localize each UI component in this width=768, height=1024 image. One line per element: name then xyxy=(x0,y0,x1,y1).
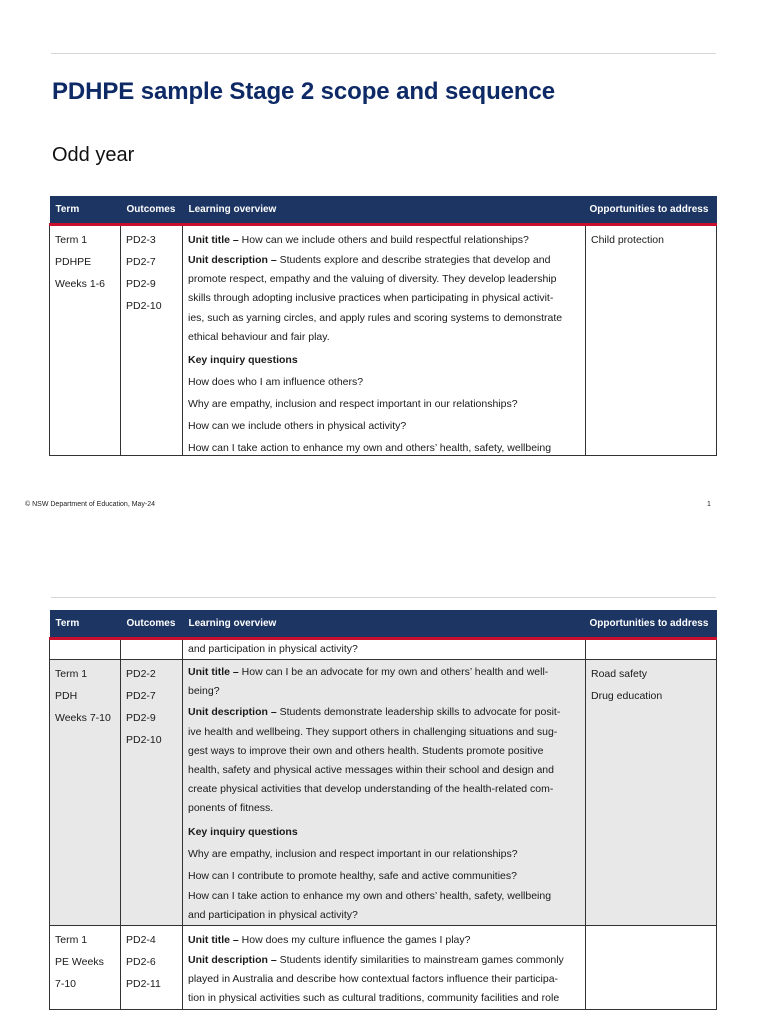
term-cell: Term 1 PDHPE Weeks 1-6 xyxy=(50,225,121,456)
page2-top-rule xyxy=(51,597,716,598)
opportunities-cell: Child protection xyxy=(586,225,717,456)
table-row xyxy=(50,225,717,456)
key-inquiry-heading: Key inquiry questions xyxy=(188,354,298,367)
page1-top-rule xyxy=(51,53,716,54)
header-opportunities: Opportunities to address xyxy=(586,610,717,639)
footer-copyright: © NSW Department of Education, May-24 xyxy=(25,501,156,508)
outcomes-cell: PD2-4 PD2-6 PD2-11 xyxy=(121,926,183,1010)
table-row xyxy=(50,926,717,1010)
learning-overview-cell: Unit title – How can we include others and build respectful relationships? Unit description – Students explore and describe strategies that develop and promote respect, empathy and the valuing of diversity. They develop leadership skills through adopting inclusive practices when participating in physical activit- ies, such as yarning circles, and apply rules and scoring systems to demonstrate ethical behaviour and fair play. Key inquiry questions How does who I am influence others? Why are empathy, inclusion and respect important in our relationships? How can we include others in physical activity? How can I take action to enhance my own and others’ health, safety, wellbeing xyxy=(183,225,586,456)
opportunities-cell: Road safety Drug education xyxy=(586,660,717,926)
outcomes-cell: PD2-2 PD2-7 PD2-9 PD2-10 xyxy=(121,660,183,926)
key-inquiry-heading: Key inquiry questions xyxy=(188,825,298,838)
scope-table-page1 xyxy=(49,196,717,456)
scope-table-page2 xyxy=(49,610,717,1010)
header-term: Term xyxy=(50,610,121,639)
learning-overview-cell: Unit title – How can I be an advocate for my own and others’ health and well- being? Unit description – Students demonstrate leadership skills to advocate for posit- ive health and wellbeing. They support others in challenging situations and sug- gest ways to improve their own and others health. Students promote positive health, safety and physical active messages within their school and design and create physical activities that develop understanding of the health-related com- ponents of fitness. Key inquiry questions Why are empathy, inclusion and respect important in our relationships? How can I contribute to promote healthy, safe and active communities? How can I take action to enhance my own and others’ health, safety, wellbeing and participation in physical activity? xyxy=(183,660,586,926)
footer-page-number: 1 xyxy=(707,501,711,508)
learning-overview-cell: Unit title – How does my culture influence the games I play? Unit description – Students identify similarities to mainstream games commonly played in Australia and describe how contextual factors influence their participa- tion in physical activities such as cultural traditions, community facilities and role xyxy=(183,926,586,1010)
header-learning-overview: Learning overview xyxy=(183,196,586,225)
outcomes-cell: PD2-3 PD2-7 PD2-9 PD2-10 xyxy=(121,225,183,456)
header-outcomes: Outcomes xyxy=(121,610,183,639)
table-row xyxy=(50,660,717,926)
header-outcomes: Outcomes xyxy=(121,196,183,225)
page-title: PDHPE sample Stage 2 scope and sequence xyxy=(52,78,555,105)
opportunities-cell xyxy=(586,926,717,1010)
section-subtitle: Odd year xyxy=(52,144,135,166)
header-learning-overview: Learning overview xyxy=(183,610,586,639)
term-cell: Term 1 PE Weeks 7-10 xyxy=(50,926,121,1010)
continued-text: and participation in physical activity? xyxy=(183,639,586,660)
table-header-row xyxy=(50,610,717,639)
term-cell: Term 1 PDH Weeks 7-10 xyxy=(50,660,121,926)
header-term: Term xyxy=(50,196,121,225)
table-header-row xyxy=(50,196,717,225)
header-opportunities: Opportunities to address xyxy=(586,196,717,225)
table-row-continuation xyxy=(50,639,717,660)
